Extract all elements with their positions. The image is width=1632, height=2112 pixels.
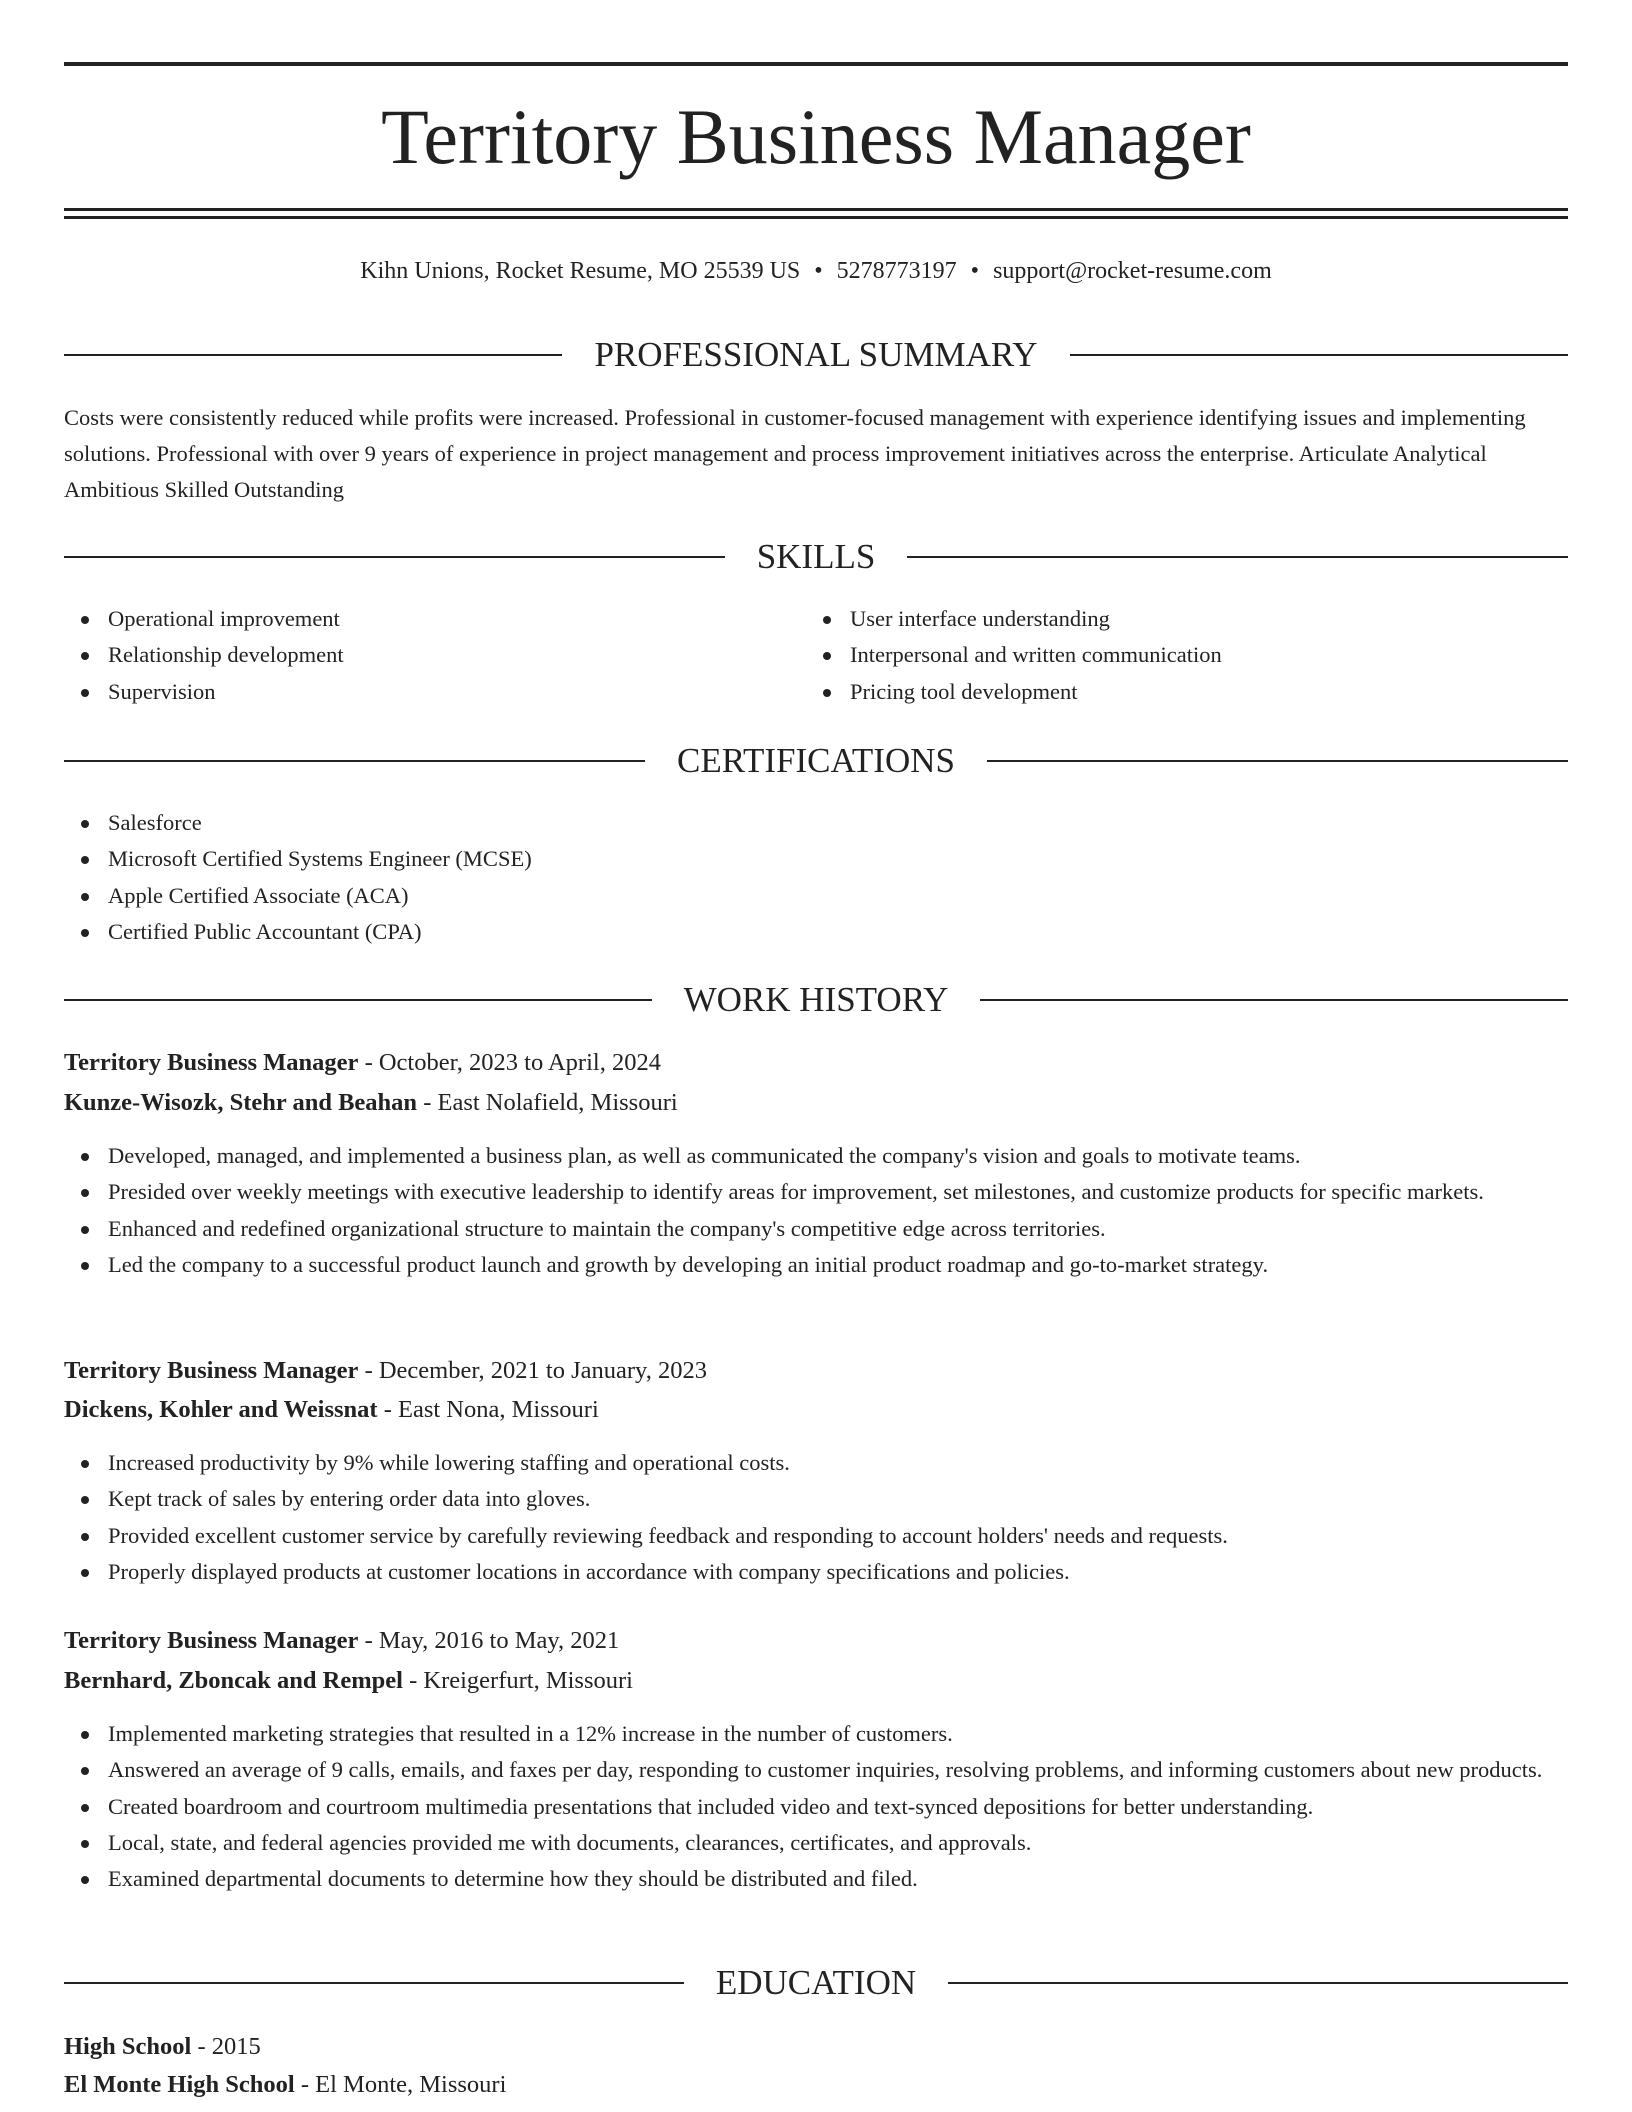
job-dates: May, 2016 to May, 2021 (378, 1627, 620, 1654)
job-title-line (64, 1353, 1568, 1389)
section-title: CERTIFICATIONS (677, 741, 955, 780)
certifications-list (64, 805, 1568, 950)
section-rule (980, 999, 1568, 1001)
dash: - (294, 2071, 316, 2098)
education-school-line (64, 2067, 1568, 2103)
job-bullet: Presided over weekly meetings with executive leadership to identify areas for improvement, set milestones, and customize products for specific markets. (64, 1174, 1568, 1210)
job-bullet: Kept track of sales by entering order data into gloves. (64, 1481, 1568, 1517)
contact-phone: 5278773197 (836, 258, 957, 284)
skills-list-left (64, 601, 804, 710)
section-rule (907, 556, 1568, 558)
header-bottom-rule-2 (64, 216, 1568, 219)
section-rule (64, 556, 725, 558)
dash: - (417, 1089, 438, 1116)
certification-item: Microsoft Certified Systems Engineer (MCSE) (64, 841, 1568, 877)
contact-separator: • (970, 258, 980, 284)
job-bullets (64, 1445, 1568, 1590)
skills-list-right (806, 601, 1568, 710)
job-title-line (64, 1623, 1568, 1659)
section-rule (987, 760, 1568, 762)
job-bullet: Developed, managed, and implemented a business plan, as well as communicated the company's vision and goals to motivate teams. (64, 1138, 1568, 1174)
section-heading-summary (64, 335, 1568, 375)
certification-item: Certified Public Accountant (CPA) (64, 914, 1568, 950)
section-title: WORK HISTORY (683, 980, 949, 1019)
job-title: Territory Business Manager (64, 1357, 359, 1384)
section-rule (1070, 354, 1568, 356)
education-year: 2015 (211, 2033, 261, 2060)
dash: - (191, 2033, 212, 2060)
section-title: EDUCATION (715, 1963, 917, 2002)
job-dates: October, 2023 to April, 2024 (378, 1049, 661, 1076)
skill-item: Supervision (64, 674, 804, 710)
section-rule (64, 1982, 684, 1984)
job-company-line (64, 1663, 1568, 1699)
education-school: El Monte High School (64, 2071, 295, 2098)
job-bullet: Examined departmental documents to determine how they should be distributed and filed. (64, 1861, 1568, 1897)
job-title-line (64, 1045, 1568, 1081)
job-bullet: Provided excellent customer service by carefully reviewing feedback and responding to account holders' needs and requests. (64, 1518, 1568, 1554)
candidate-name: Territory Business Manager (381, 93, 1251, 180)
dash: - (358, 1627, 379, 1654)
job-title: Territory Business Manager (64, 1049, 359, 1076)
job-company: Bernhard, Zboncak and Rempel (64, 1667, 403, 1694)
section-rule (64, 354, 562, 356)
header-top-rule (64, 62, 1568, 66)
job-bullet: Local, state, and federal agencies provided me with documents, clearances, certificates, and approvals. (64, 1825, 1568, 1861)
section-heading-work-history (64, 980, 1568, 1020)
section-heading-skills (64, 537, 1568, 577)
job-company: Dickens, Kohler and Weissnat (64, 1396, 378, 1423)
certification-item: Salesforce (64, 805, 1568, 841)
education-degree-line (64, 2029, 1568, 2065)
job-bullet: Properly displayed products at customer locations in accordance with company specifications and policies. (64, 1554, 1568, 1590)
contact-email[interactable]: support@rocket-resume.com (993, 258, 1272, 284)
contact-line (64, 256, 1568, 286)
job-bullet: Created boardroom and courtroom multimedia presentations that included video and text-synced depositions for better understanding. (64, 1789, 1568, 1825)
job-bullet: Increased productivity by 9% while lowering staffing and operational costs. (64, 1445, 1568, 1481)
contact-separator: • (814, 258, 823, 284)
skill-item: Interpersonal and written communication (806, 637, 1568, 673)
job-company-line (64, 1085, 1568, 1121)
section-heading-certifications (64, 741, 1568, 781)
dash: - (358, 1049, 379, 1076)
section-rule (64, 760, 645, 762)
job-location: East Nolafield, Missouri (437, 1089, 678, 1116)
job-bullets (64, 1138, 1568, 1283)
job-bullets (64, 1716, 1568, 1897)
job-bullet: Answered an average of 9 calls, emails, and faxes per day, responding to customer inquiries, resolving problems, and informing customers about new products. (64, 1752, 1568, 1788)
header-bottom-rule-1 (64, 208, 1568, 211)
dash: - (377, 1396, 398, 1423)
section-heading-education (64, 1963, 1568, 2003)
certification-item: Apple Certified Associate (ACA) (64, 878, 1568, 914)
section-title: PROFESSIONAL SUMMARY (594, 335, 1038, 374)
education-degree: High School (64, 2033, 192, 2060)
education-location: El Monte, Missouri (315, 2071, 507, 2098)
job-company: Kunze-Wisozk, Stehr and Beahan (64, 1089, 418, 1116)
skill-item: Relationship development (64, 637, 804, 673)
skill-item: User interface understanding (806, 601, 1568, 637)
job-dates: December, 2021 to January, 2023 (378, 1357, 707, 1384)
dash: - (358, 1357, 379, 1384)
skill-item: Pricing tool development (806, 674, 1568, 710)
job-bullet: Led the company to a successful product launch and growth by developing an initial product roadmap and go-to-market strategy. (64, 1247, 1568, 1283)
job-location: East Nona, Missouri (398, 1396, 599, 1423)
job-bullet: Enhanced and redefined organizational structure to maintain the company's competitive edge across territories. (64, 1211, 1568, 1247)
section-rule (64, 999, 652, 1001)
job-location: Kreigerfurt, Missouri (423, 1667, 633, 1694)
dash: - (402, 1667, 424, 1694)
summary-text: Costs were consistently reduced while profits were increased. Professional in customer-focused management with experience identifying issues and implementing solutions. Professional with over 9 years of experience in project management and process improvement initiatives across the enterprise. Articulate Analytical Ambitious Skilled Outstanding (64, 405, 1526, 502)
job-bullet: Implemented marketing strategies that resulted in a 12% increase in the number of customers. (64, 1716, 1568, 1752)
job-title: Territory Business Manager (64, 1627, 359, 1654)
job-company-line (64, 1392, 1568, 1428)
section-rule (948, 1982, 1568, 1984)
skill-item: Operational improvement (64, 601, 804, 637)
section-title: SKILLS (756, 537, 876, 576)
contact-address: Kihn Unions, Rocket Resume, MO 25539 US (360, 258, 801, 284)
